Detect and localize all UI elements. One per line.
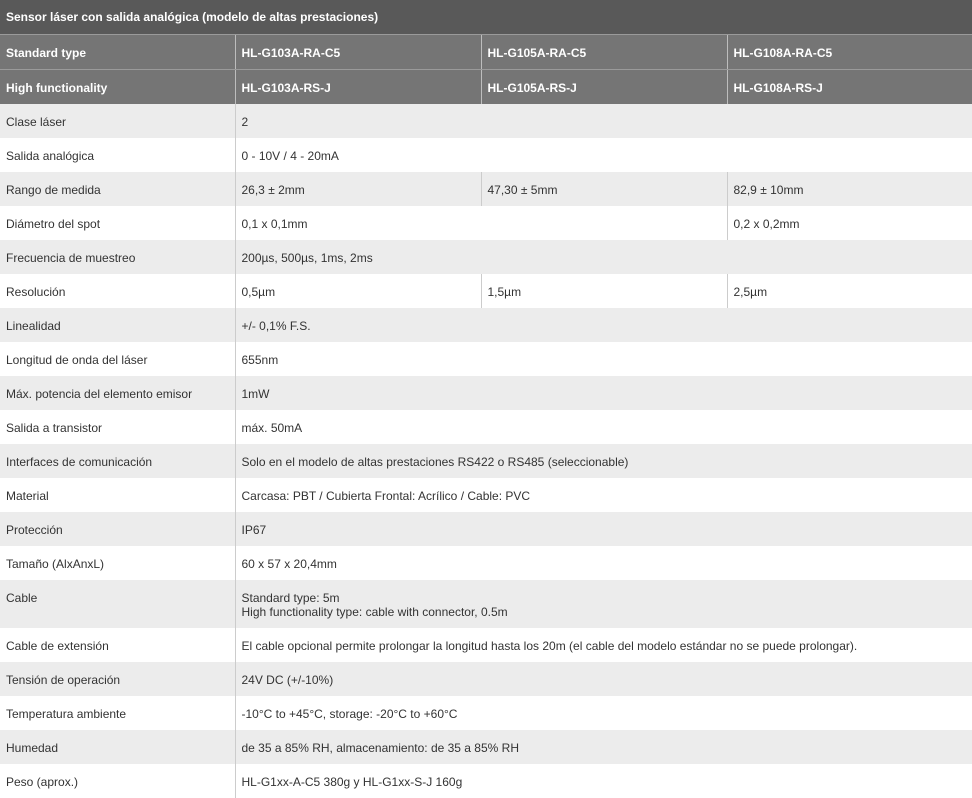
- row-label: Interfaces de comunicación: [0, 444, 235, 478]
- row-value-3: 0,2 x 0,2mm: [727, 206, 972, 240]
- row-value: IP67: [235, 512, 972, 546]
- row-value-2: 47,30 ± 5mm: [481, 172, 727, 206]
- row-value: máx. 50mA: [235, 410, 972, 444]
- table-row: [0, 274, 972, 308]
- high-model-3: HL-G108A-RS-J: [727, 69, 972, 104]
- table-row: [0, 662, 972, 696]
- row-label: Protección: [0, 512, 235, 546]
- row-value-1: 0,5µm: [235, 274, 481, 308]
- standard-model-2: HL-G105A-RA-C5: [481, 34, 727, 69]
- table-row: [0, 342, 972, 376]
- table-row: [0, 512, 972, 546]
- row-value: El cable opcional permite prolongar la longitud hasta los 20m (el cable del modelo estándar no se puede prolongar).: [235, 628, 972, 662]
- row-value: 200µs, 500µs, 1ms, 2ms: [235, 240, 972, 274]
- row-value: 60 x 57 x 20,4mm: [235, 546, 972, 580]
- standard-model-3: HL-G108A-RA-C5: [727, 34, 972, 69]
- table-row: [0, 240, 972, 274]
- table-title: Sensor láser con salida analógica (modelo de altas prestaciones): [0, 0, 972, 34]
- row-value-2: 1,5µm: [481, 274, 727, 308]
- row-label: Peso (aprox.): [0, 764, 235, 798]
- table-row: [0, 628, 972, 662]
- table-row: [0, 580, 972, 628]
- row-value: Carcasa: PBT / Cubierta Frontal: Acrílico / Cable: PVC: [235, 478, 972, 512]
- row-label: Cable: [0, 580, 235, 628]
- row-value: HL-G1xx-A-C5 380g y HL-G1xx-S-J 160g: [235, 764, 972, 798]
- row-value: 655nm: [235, 342, 972, 376]
- standard-type-label: Standard type: [0, 34, 235, 69]
- row-value: 1mW: [235, 376, 972, 410]
- row-value-3: 2,5µm: [727, 274, 972, 308]
- row-label: Linealidad: [0, 308, 235, 342]
- row-label: Frecuencia de muestreo: [0, 240, 235, 274]
- row-value: -10°C to +45°C, storage: -20°C to +60°C: [235, 696, 972, 730]
- row-label: Resolución: [0, 274, 235, 308]
- table-row: [0, 730, 972, 764]
- standard-model-1: HL-G103A-RA-C5: [235, 34, 481, 69]
- row-value: de 35 a 85% RH, almacenamiento: de 35 a 85% RH: [235, 730, 972, 764]
- table-row: [0, 410, 972, 444]
- row-value: Solo en el modelo de altas prestaciones RS422 o RS485 (seleccionable): [235, 444, 972, 478]
- row-label: Temperatura ambiente: [0, 696, 235, 730]
- row-value: +/- 0,1% F.S.: [235, 308, 972, 342]
- row-value-1: 26,3 ± 2mm: [235, 172, 481, 206]
- high-functionality-label: High functionality: [0, 69, 235, 104]
- table-row: [0, 696, 972, 730]
- high-model-2: HL-G105A-RS-J: [481, 69, 727, 104]
- high-functionality-row: [0, 69, 972, 104]
- row-label: Tamaño (AlxAnxL): [0, 546, 235, 580]
- row-label: Tensión de operación: [0, 662, 235, 696]
- row-label: Rango de medida: [0, 172, 235, 206]
- table-row: [0, 444, 972, 478]
- table-row: [0, 138, 972, 172]
- row-label: Máx. potencia del elemento emisor: [0, 376, 235, 410]
- row-label: Longitud de onda del láser: [0, 342, 235, 376]
- row-label: Cable de extensión: [0, 628, 235, 662]
- row-label: Clase láser: [0, 104, 235, 138]
- cable-line-2: High functionality type: cable with connector, 0.5m: [241, 605, 508, 619]
- table-row: [0, 206, 972, 240]
- table-title-row: [0, 0, 972, 34]
- row-value: [235, 580, 972, 628]
- row-value: 0 - 10V / 4 - 20mA: [235, 138, 972, 172]
- row-label: Salida analógica: [0, 138, 235, 172]
- table-row: [0, 478, 972, 512]
- row-label: Material: [0, 478, 235, 512]
- high-model-1: HL-G103A-RS-J: [235, 69, 481, 104]
- row-value-1: 0,1 x 0,1mm: [235, 206, 727, 240]
- cable-line-1: Standard type: 5m: [241, 591, 340, 605]
- row-value: 24V DC (+/-10%): [235, 662, 972, 696]
- table-row: [0, 172, 972, 206]
- row-label: Diámetro del spot: [0, 206, 235, 240]
- row-label: Humedad: [0, 730, 235, 764]
- table-row: [0, 308, 972, 342]
- table-row: [0, 546, 972, 580]
- row-value-3: 82,9 ± 10mm: [727, 172, 972, 206]
- standard-type-row: [0, 34, 972, 69]
- table-row: [0, 104, 972, 138]
- table-row: [0, 376, 972, 410]
- row-value: 2: [235, 104, 972, 138]
- table-row: [0, 764, 972, 798]
- row-label: Salida a transistor: [0, 410, 235, 444]
